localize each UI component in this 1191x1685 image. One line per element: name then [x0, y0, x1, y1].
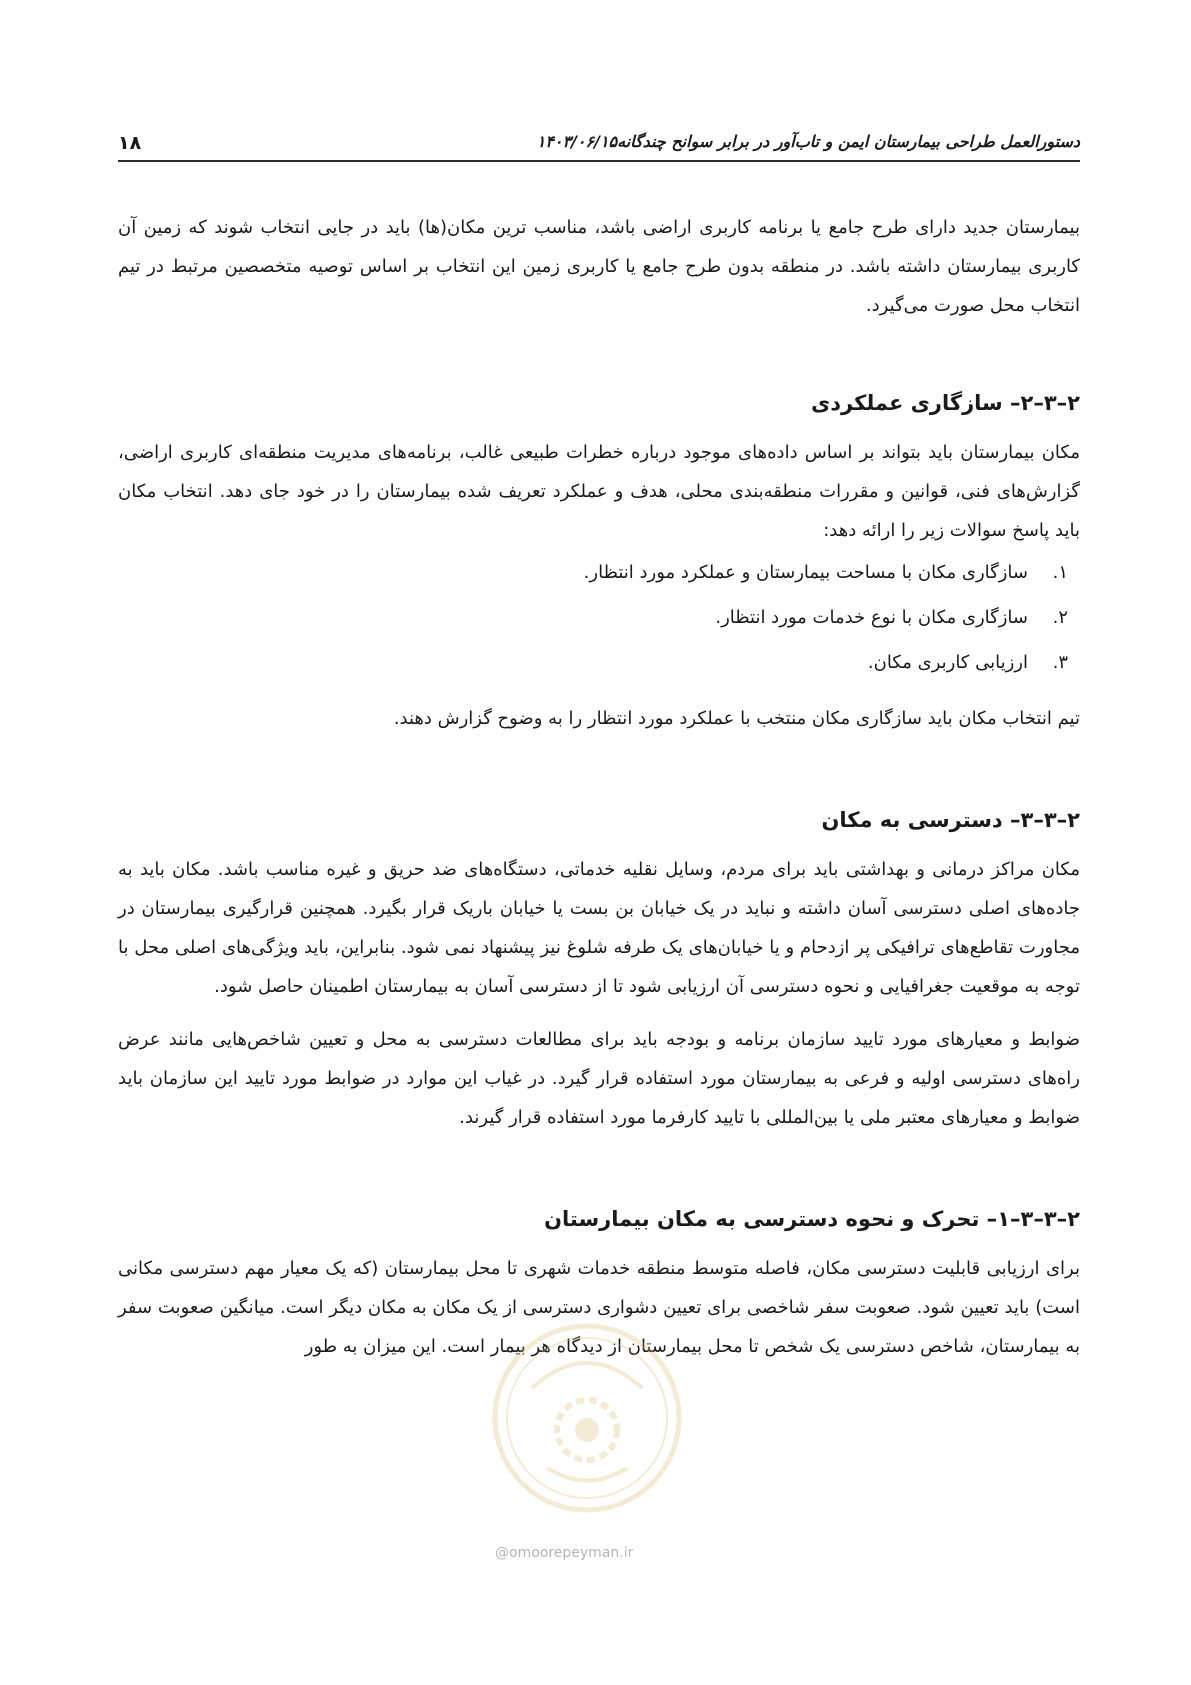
list-item-text: ارزیابی کاربری مکان. — [867, 652, 1028, 673]
list-item-number: ۲. — [1052, 607, 1068, 628]
page-header — [118, 128, 1080, 162]
section-heading-functional-compatibility: ۲–۳–۲– سازگاری عملکردی — [811, 391, 1080, 415]
list-item-number: ۱. — [1052, 562, 1068, 583]
list-item — [118, 595, 1068, 640]
functional-closing-paragraph: تیم انتخاب مکان باید سازگاری مکان منتخب با عملکرد مورد انتظار را به وضوح گزارش دهند. — [393, 708, 1080, 729]
functional-paragraph: مکان بیمارستان باید بتواند بر اساس داده‌های موجود درباره خطرات طبیعی غالب، برنامه‌های مدیریت منطقه‌ای کاربری اراضی، گزارش‌های فنی، قوانین و مقررات منطقه‌بندی محلی، هدف و عملکرد تعریف شده بیمارستان را در خود جای دهد. انتخاب مکان باید پاسخ سوالات زیر را ارائه دهد: — [118, 442, 1080, 541]
list-item-text: سازگاری مکان با نوع خدمات مورد انتظار. — [715, 607, 1028, 628]
access-paragraph-2: ضوابط و معیارهای مورد تایید سازمان برنامه و بودجه باید برای مطالعات دسترسی به محل و تعیین شاخص‌هایی مانند عرض راه‌های دسترسی اولیه و فرعی به بیمارستان مورد استفاده قرار گیرد. در غیاب این موارد در ضوابط مورد تایید این سازمان باید ضوابط و معیارهای معتبر ملی یا بین‌المللی با تایید کارفرما مورد استفاده قرار گیرند. — [118, 1029, 1080, 1128]
document-date: ۱۴۰۳/۰۶/۱۵ — [536, 132, 618, 151]
section-heading-site-access: ۲–۳–۳– دسترسی به مکان — [821, 808, 1080, 832]
running-title — [513, 132, 1080, 151]
list-item — [118, 550, 1068, 595]
intro-paragraph: بیمارستان جدید دارای طرح جامع یا برنامه کاربری اراضی باشد، مناسب ترین مکان(ها) باید در جایی انتخاب شوند که زمین آن کاربری بیمارستان داشته باشد. در منطقه بدون طرح جامع یا کاربری زمین این انتخاب بر اساس توصیه متخصصین مرتبط در تیم انتخاب محل صورت می‌گیرد. — [118, 217, 1080, 316]
watermark-text: @omoorepeyman.ir — [495, 1545, 634, 1561]
document-title: دستورالعمل طراحی بیمارستان ایمن و تاب‌آور در برابر سوانح چندگانه — [617, 132, 1080, 151]
access-paragraph-1: مکان مراکز درمانی و بهداشتی باید برای مردم، وسایل نقلیه خدماتی، دستگاه‌های ضد حریق و غیره مناسب باشد. مکان باید به جاده‌های اصلی دسترسی آسان داشته و نباید در یک خیابان بن بست یا خیابان باریک قرار بگیرد. همچنین قرارگیری بیمارستان در مجاورت تقاطع‌های ترافیکی پر ازدحام و یا خیابان‌های یک طرفه شلوغ نیز پیشنهاد نمی شود. بنابراین، باید ویژگی‌های اصلی محل با توجه به موقعیت جغرافیایی و نحوه دسترسی آن ارزیابی شود تا از دسترسی آسان به بیمارستان اطمینان حاصل شود. — [118, 859, 1080, 997]
list-item-text: سازگاری مکان با مساحت بیمارستان و عملکرد مورد انتظار. — [583, 562, 1028, 583]
section-heading-mobility-access: ۲–۳–۳–۱– تحرک و نحوه دسترسی به مکان بیمارستان — [544, 1207, 1080, 1231]
list-item-number: ۳. — [1052, 652, 1068, 673]
questions-list — [118, 550, 1080, 685]
page-number: ۱۸ — [118, 132, 142, 154]
mobility-paragraph: برای ارزیابی قابلیت دسترسی مکان، فاصله متوسط منطقه خدمات شهری تا محل بیمارستان (که یک معیار مهم دسترسی مکانی است) باید تعیین شود. صعوبت سفر شاخصی برای تعیین دشواری دسترسی از یک مکان به مکان دیگر است. میانگین صعوبت سفر به بیمارستان، شاخص دسترسی یک شخص تا محل بیمارستان از دیدگاه هر بیمار است. این میزان به طور — [118, 1258, 1080, 1357]
list-item — [118, 640, 1068, 685]
page-body — [118, 208, 1080, 1366]
